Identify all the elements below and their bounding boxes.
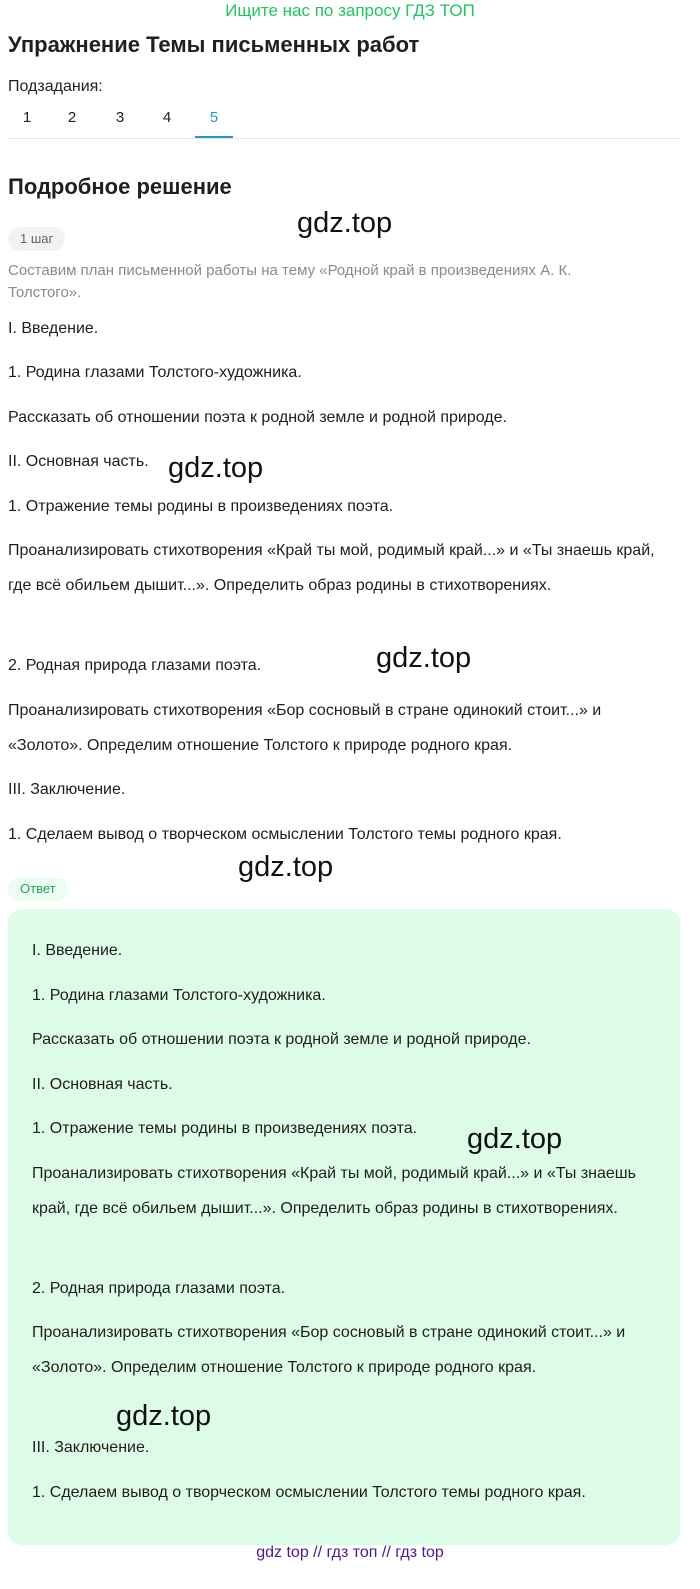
- footer-links: [0, 1543, 700, 1563]
- footer-separator: //: [313, 1544, 323, 1561]
- watermark: gdz.top: [238, 851, 334, 883]
- answer-line: Рассказать об отношении поэта к родной земле и родной природе.: [32, 1031, 531, 1048]
- answer-line: II. Основная часть.: [32, 1076, 173, 1093]
- solution-line: Проанализировать стихотворения «Край ты мой, родимый край...» и «Ты знаешь край, где всё обильем дышит...». Определить образ родины в стихотворениях.: [8, 542, 655, 594]
- tab-5[interactable]: 5: [195, 106, 233, 138]
- answer-line: Проанализировать стихотворения «Бор сосновый в стране одинокий стоит...» и «Золото». Определим отношение Толстого к природе родного края.: [32, 1324, 626, 1376]
- solution-line: III. Заключение.: [8, 781, 126, 798]
- step-note: Составим план письменной работы на тему «Родной край в произведениях А. К. Толстого».: [8, 262, 572, 301]
- search-banner: Ищите нас по запросу ГДЗ ТОП: [225, 1, 475, 20]
- answer-line: 1. Отражение темы родины в произведениях поэта.: [32, 1120, 418, 1137]
- solution-title: Подробное решение: [8, 174, 232, 199]
- footer-link-gdz-top-mixed[interactable]: гдз top: [395, 1544, 444, 1561]
- solution-line: 2. Родная природа глазами поэта.: [8, 657, 262, 674]
- tab-2[interactable]: 2: [67, 109, 77, 126]
- solution-line: 1. Сделаем вывод о творческом осмыслении Толстого темы родного края.: [8, 826, 562, 843]
- answer-line: III. Заключение.: [32, 1439, 150, 1456]
- solution-line: Проанализировать стихотворения «Бор сосновый в стране одинокий стоит...» и «Золото». Определим отношение Толстого к природе родного края.: [8, 702, 602, 754]
- answer-line: Проанализировать стихотворения «Край ты мой, родимый край...» и «Ты знаешь край, где всё обильем дышит...». Определить образ родины в стихотворениях.: [32, 1165, 636, 1217]
- answer-line: 1. Родина глазами Толстого-художника.: [32, 987, 326, 1004]
- watermark: gdz.top: [467, 1123, 563, 1155]
- solution-line: I. Введение.: [8, 320, 99, 337]
- footer-link-gdz-top-ru[interactable]: гдз топ: [326, 1544, 378, 1561]
- solution-line: 1. Отражение темы родины в произведениях поэта.: [8, 498, 394, 515]
- answer-line: 2. Родная природа глазами поэта.: [32, 1280, 286, 1297]
- footer-link-gdz-top[interactable]: gdz top: [256, 1544, 309, 1561]
- watermark: gdz.top: [297, 207, 393, 239]
- subtasks-label: Подзадания:: [8, 78, 103, 95]
- answer-line: I. Введение.: [32, 942, 123, 959]
- tab-1[interactable]: 1: [22, 109, 32, 126]
- footer-separator: //: [381, 1544, 391, 1561]
- solution-line: 1. Родина глазами Толстого-художника.: [8, 364, 302, 381]
- solution-line: Рассказать об отношении поэта к родной земле и родной природе.: [8, 409, 507, 426]
- watermark: gdz.top: [168, 452, 264, 484]
- exercise-title: Упражнение Темы письменных работ: [8, 32, 420, 57]
- answer-badge: Ответ: [8, 877, 68, 901]
- subtask-tabs: [8, 106, 680, 139]
- answer-line: 1. Сделаем вывод о творческом осмыслении Толстого темы родного края.: [32, 1484, 586, 1501]
- solution-line: II. Основная часть.: [8, 453, 149, 470]
- watermark: gdz.top: [376, 642, 472, 674]
- watermark: gdz.top: [116, 1400, 212, 1432]
- tab-4[interactable]: 4: [162, 109, 172, 126]
- tab-3[interactable]: 3: [115, 109, 125, 126]
- step-badge: 1 шаг: [8, 227, 65, 251]
